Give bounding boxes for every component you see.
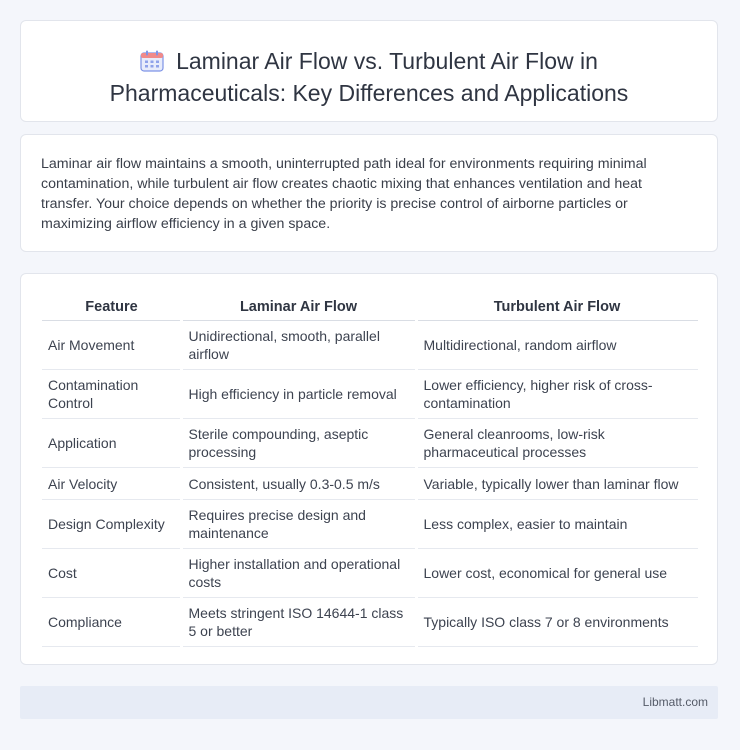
page-title [21,21,717,109]
table-row [42,419,698,468]
summary-text: Laminar air flow maintains a smooth, uninterrupted path ideal for environments requiring minimal contamination, while turbulent air flow creates chaotic mixing that enhances ventilation and heat transfer. Your choice depends on whether the priority is precise control of airborne particles or maximizing airflow efficiency in a given space. [41,156,647,232]
feature-cell: Air Movement [42,321,181,370]
comparison-card [20,273,718,665]
feature-cell: Application [42,419,181,468]
table-header-row [42,294,698,321]
header-card [20,20,718,122]
laminar-cell: High efficiency in particle removal [181,370,416,419]
laminar-cell: Unidirectional, smooth, parallel airflow [181,321,416,370]
summary-card [20,134,718,252]
laminar-cell: Consistent, usually 0.3-0.5 m/s [181,468,416,500]
turbulent-cell: Typically ISO class 7 or 8 environments [416,598,698,647]
footer-site-link[interactable]: Libmatt.com [642,695,708,709]
footer-bar [20,686,718,719]
laminar-cell: Sterile compounding, aseptic processing [181,419,416,468]
laminar-cell: Meets stringent ISO 14644-1 class 5 or better [181,598,416,647]
column-header-laminar: Laminar Air Flow [181,294,416,321]
feature-cell: Compliance [42,598,181,647]
page-title-text: Laminar Air Flow vs. Turbulent Air Flow in Pharmaceuticals: Key Differences and Applications [109,48,629,106]
turbulent-cell: Lower efficiency, higher risk of cross-contamination [416,370,698,419]
laminar-cell: Higher installation and operational costs [181,549,416,598]
column-header-turbulent: Turbulent Air Flow [416,294,698,321]
table-row [42,370,698,419]
laminar-cell: Requires precise design and maintenance [181,500,416,549]
turbulent-cell: Lower cost, economical for general use [416,549,698,598]
turbulent-cell: Multidirectional, random airflow [416,321,698,370]
comparison-table [42,294,698,647]
feature-cell: Contamination Control [42,370,181,419]
table-row [42,321,698,370]
calendar-icon [140,50,164,72]
column-header-feature: Feature [42,294,181,321]
turbulent-cell: Variable, typically lower than laminar flow [416,468,698,500]
table-row [42,500,698,549]
feature-cell: Design Complexity [42,500,181,549]
feature-cell: Cost [42,549,181,598]
turbulent-cell: General cleanrooms, low-risk pharmaceutical processes [416,419,698,468]
turbulent-cell: Less complex, easier to maintain [416,500,698,549]
table-row [42,468,698,500]
table-row [42,598,698,647]
table-row [42,549,698,598]
feature-cell: Air Velocity [42,468,181,500]
